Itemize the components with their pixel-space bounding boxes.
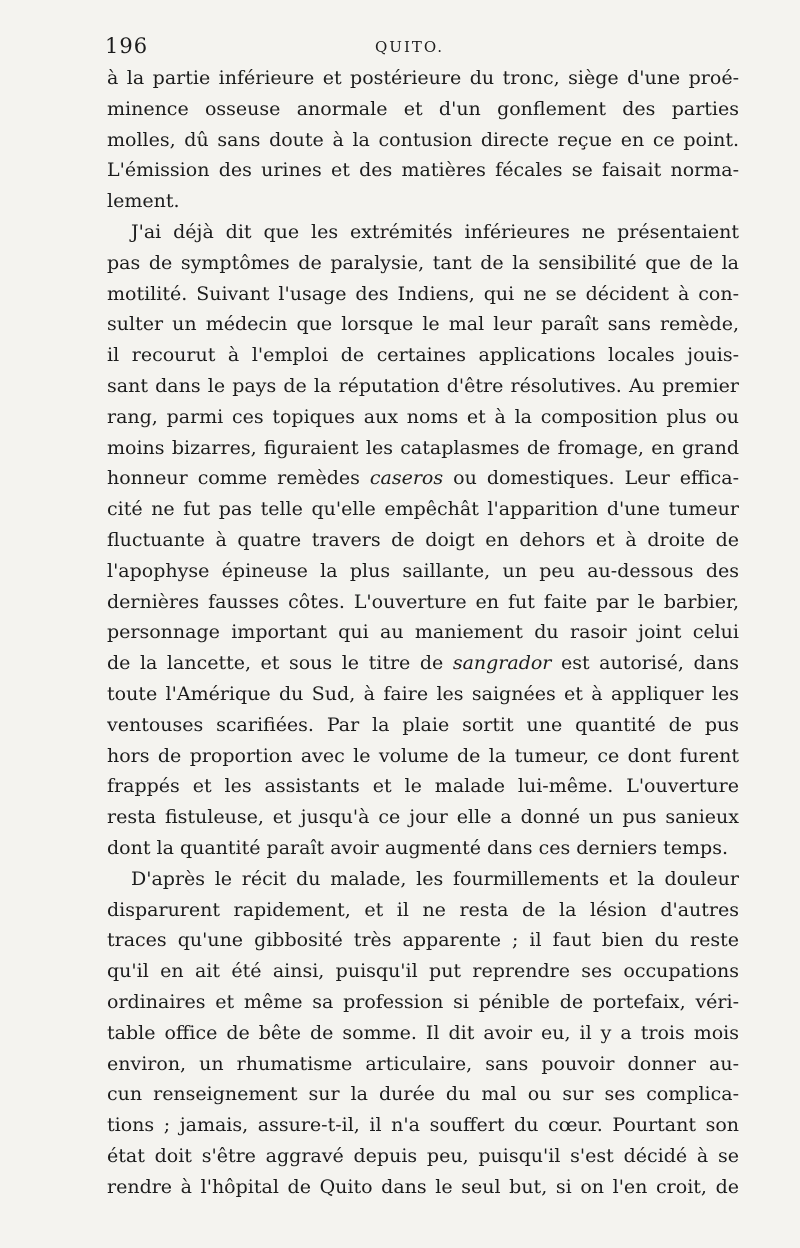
paragraph	[107, 217, 739, 864]
text-line: ventouses scarifiées. Par la plaie sortit une quantité de pus	[107, 713, 739, 736]
text-line: D'après le récit du malade, les fourmillements et la douleur	[131, 867, 739, 890]
paragraph	[107, 63, 739, 217]
text-line: J'ai déjà dit que les extrémités inférieures ne présentaient	[131, 220, 739, 243]
text-line: lement.	[107, 190, 180, 213]
text-line: traces qu'une gibbosité très apparente ; il faut bien du reste	[107, 929, 739, 952]
text-line: l'apophyse épineuse la plus saillante, un peu au-dessous des	[107, 559, 739, 582]
text-line: honneur comme remèdes caseros ou domestiques. Leur effica-	[107, 467, 739, 490]
text-line: moins bizarres, figuraient les cataplasmes de fromage, en grand	[107, 436, 739, 459]
text-line: resta fistuleuse, et jusqu'à ce jour elle a donné un pus sanieux	[107, 806, 739, 829]
page-header	[105, 34, 745, 64]
page-number: 196	[105, 34, 149, 58]
text-line: fluctuante à quatre travers de doigt en dehors et à droite de	[107, 528, 739, 551]
text-line: état doit s'être aggravé depuis peu, puisqu'il s'est décidé à se	[107, 1144, 739, 1167]
text-line: frappés et les assistants et le malade lui-même. L'ouverture	[107, 775, 739, 798]
text-line: ordinaires et même sa profession si pénible de portefaix, véri-	[107, 990, 739, 1013]
running-head: QUITO.	[375, 38, 445, 56]
text-line: tions ; jamais, assure-t-il, il n'a souffert du cœur. Pourtant son	[107, 1114, 739, 1137]
text-line: hors de proportion avec le volume de la tumeur, ce dont furent	[107, 744, 739, 767]
text-line: il recourut à l'emploi de certaines applications locales jouis-	[107, 344, 739, 367]
text-line: cité ne fut pas telle qu'elle empêchât l'apparition d'une tumeur	[107, 498, 739, 521]
text-line: sulter un médecin que lorsque le mal leur paraît sans remède,	[107, 313, 739, 336]
text-line: rendre à l'hôpital de Quito dans le seul but, si on l'en croit, de	[107, 1175, 739, 1198]
body-text	[107, 63, 739, 1202]
text-line: rang, parmi ces topiques aux noms et à la composition plus ou	[107, 405, 739, 428]
text-line: de la lancette, et sous le titre de sangrador est autorisé, dans	[107, 652, 739, 675]
text-line: minence osseuse anormale et d'un gonflement des parties	[107, 97, 739, 120]
text-line: molles, dû sans doute à la contusion directe reçue en ce point.	[107, 128, 739, 151]
paragraph	[107, 864, 739, 1203]
text-line: qu'il en ait été ainsi, puisqu'il put reprendre ses occupations	[107, 960, 739, 983]
text-line: sant dans le pays de la réputation d'être résolutives. Au premier	[107, 374, 739, 397]
text-line: environ, un rhumatisme articulaire, sans pouvoir donner au-	[107, 1052, 739, 1075]
text-line: motilité. Suivant l'usage des Indiens, qui ne se décident à con-	[107, 282, 739, 305]
text-line: personnage important qui au maniement du rasoir joint celui	[107, 621, 739, 644]
text-line: cun renseignement sur la durée du mal ou sur ses complica-	[107, 1083, 739, 1106]
text-line: dernières fausses côtes. L'ouverture en fut faite par le barbier,	[107, 590, 739, 613]
text-line: L'émission des urines et des matières fécales se faisait norma-	[107, 159, 739, 182]
text-line: à la partie inférieure et postérieure du tronc, siège d'une proé-	[107, 67, 739, 89]
text-line: toute l'Amérique du Sud, à faire les saignées et à appliquer les	[107, 682, 739, 705]
text-line: table office de bête de somme. Il dit avoir eu, il y a trois mois	[107, 1021, 739, 1044]
text-line: dont la quantité paraît avoir augmenté dans ces derniers temps.	[107, 836, 729, 859]
text-line: disparurent rapidement, et il ne resta de la lésion d'autres	[107, 898, 739, 921]
text-line: pas de symptômes de paralysie, tant de la sensibilité que de la	[107, 251, 739, 274]
